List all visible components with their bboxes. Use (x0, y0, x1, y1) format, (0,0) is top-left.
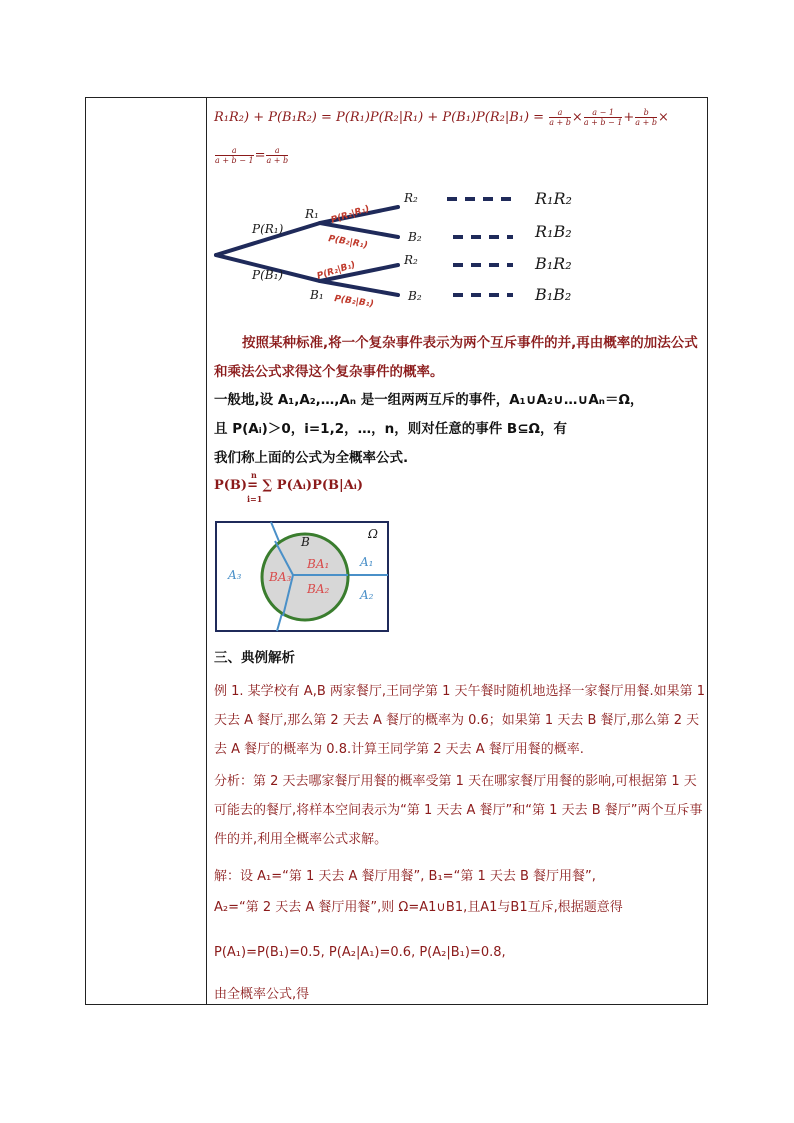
label-r2-top: R₂ (404, 191, 418, 205)
label-omega: Ω (368, 527, 378, 541)
outcome-r1r2: R₁R₂ (535, 189, 572, 208)
example-1-text: 例 1. 某学校有 A,B 两家餐厅,王同学第 1 天午餐时随机地选择一家餐厅用餐.如果第 1 天去 A 餐厅,那么第 2 天去 A 餐厅的概率为 0.6；如果第 1 天去 B 餐厅,那么第 2 天去 A 餐厅的概率为 0.8.计算王同学第 2 天去 A 餐厅用餐的概率. (214, 684, 706, 757)
label-b1: B₁ (310, 288, 324, 302)
formula-line-1: R₁R₂) + P(B₁R₂) = P(R₁)P(R₂|R₁) + P(B₁)P(R₂|B₁) = $\frac{a}{a + b}$ × $\frac{a - 1}{a + b - 1}$ + $\frac{b}{a + b}$ × (214, 108, 669, 127)
formula-line-2: $\frac{a}{a + b - 1}$ = $\frac{a}{a + b}$ (215, 146, 289, 165)
label-r1: R₁ (305, 207, 319, 221)
label-r2-bottom: R₂ (404, 253, 418, 267)
label-b: B (301, 535, 310, 549)
outcome-b1r2: B₁R₂ (535, 254, 572, 273)
label-a1: A₁ (360, 555, 374, 569)
solution-text-2: A₂=“第 2 天去 A 餐厅用餐”,则 Ω=A1∪B1,且A1与B1互斥,根据题意得 (214, 900, 623, 915)
venn-diagram (215, 521, 389, 632)
solution-line-1 (214, 862, 708, 922)
label-p-b1: P(B₁) (252, 268, 284, 282)
solution-text-1: 解：设 A₁=“第 1 天去 A 餐厅用餐”, B₁=“第 1 天去 B 餐厅用餐”, (214, 869, 596, 884)
label-cond-b2-b1: P(B₂|B₁) (333, 294, 375, 310)
paragraph-method: 按照某种标准,将一个复杂事件表示为两个互斥事件的并,再由概率的加法公式和乘法公式求得这个复杂事件的概率。 (214, 335, 698, 380)
formula-text: R₁R₂) + P(B₁R₂) = P(R₁)P(R₂|R₁) + P(B₁)P(R₂|B₁) = (214, 110, 545, 125)
sum-upper-limit: n (251, 470, 257, 480)
label-cond-b2-r1: P(B₂|R₁) (327, 234, 369, 251)
fraction: $\frac{a}{a + b - 1}$ (215, 146, 254, 165)
sum-formula-text: P(B)= ∑ P(Aᵢ)P(B|Aᵢ) (214, 478, 364, 493)
paragraph-definition (214, 386, 706, 473)
table-column-divider (206, 97, 207, 1005)
label-ba1: BA₁ (307, 557, 330, 571)
solution-line-4: 由全概率公式,得 (214, 987, 310, 1002)
section-heading: 三、典例解析 (214, 650, 295, 666)
label-cond-r2-b1: P(R₂|B₁) (315, 260, 357, 282)
fraction: $\frac{a}{a + b}$ (266, 146, 289, 165)
analysis-text: 分析：第 2 天去哪家餐厅用餐的概率受第 1 天在哪家餐厅用餐的影响,可根据第 1 天可能去的餐厅,将样本空间表示为“第 1 天去 A 餐厅”和“第 1 天去 B 餐厅”两个互斥事件的并,利用全概率公式求解。 (214, 774, 703, 847)
definition-line-1: 一般地,设 A₁,A₂,…,Aₙ 是一组两两互斥的事件，A₁∪A₂∪…∪Aₙ＝Ω， (214, 392, 644, 408)
label-b2-bottom: B₂ (408, 289, 422, 303)
fraction: $\frac{b}{a + b}$ (635, 108, 657, 127)
label-ba3: BA₃ (269, 570, 292, 584)
sum-lower-limit: i=1 (247, 494, 263, 504)
label-p-r1: P(R₁) (252, 222, 284, 236)
definition-line-3: 我们称上面的公式为全概率公式. (214, 450, 409, 466)
outcome-r1b2: R₁B₂ (535, 222, 572, 241)
total-probability-formula (214, 470, 364, 504)
label-b2-top: B₂ (408, 230, 422, 244)
definition-line-2: 且 P(Aᵢ)＞0，i=1,2，…，n，则对任意的事件 B⊆Ω，有 (214, 421, 567, 437)
probability-tree-diagram (210, 185, 600, 315)
label-a3: A₃ (228, 568, 242, 582)
label-a2: A₂ (360, 588, 374, 602)
tree-branch (320, 281, 398, 295)
fraction: $\frac{a}{a + b}$ (549, 108, 571, 127)
fraction: $\frac{a - 1}{a + b - 1}$ (583, 108, 623, 127)
label-ba2: BA₂ (307, 582, 330, 596)
outcome-b1b2: B₁B₂ (535, 285, 572, 304)
label-cond-r2-r1: P(R₂|R₁) (329, 204, 371, 226)
solution-line-3: P(A₁)=P(B₁)=0.5, P(A₂|A₁)=0.6, P(A₂|B₁)=0.8, (214, 945, 506, 960)
